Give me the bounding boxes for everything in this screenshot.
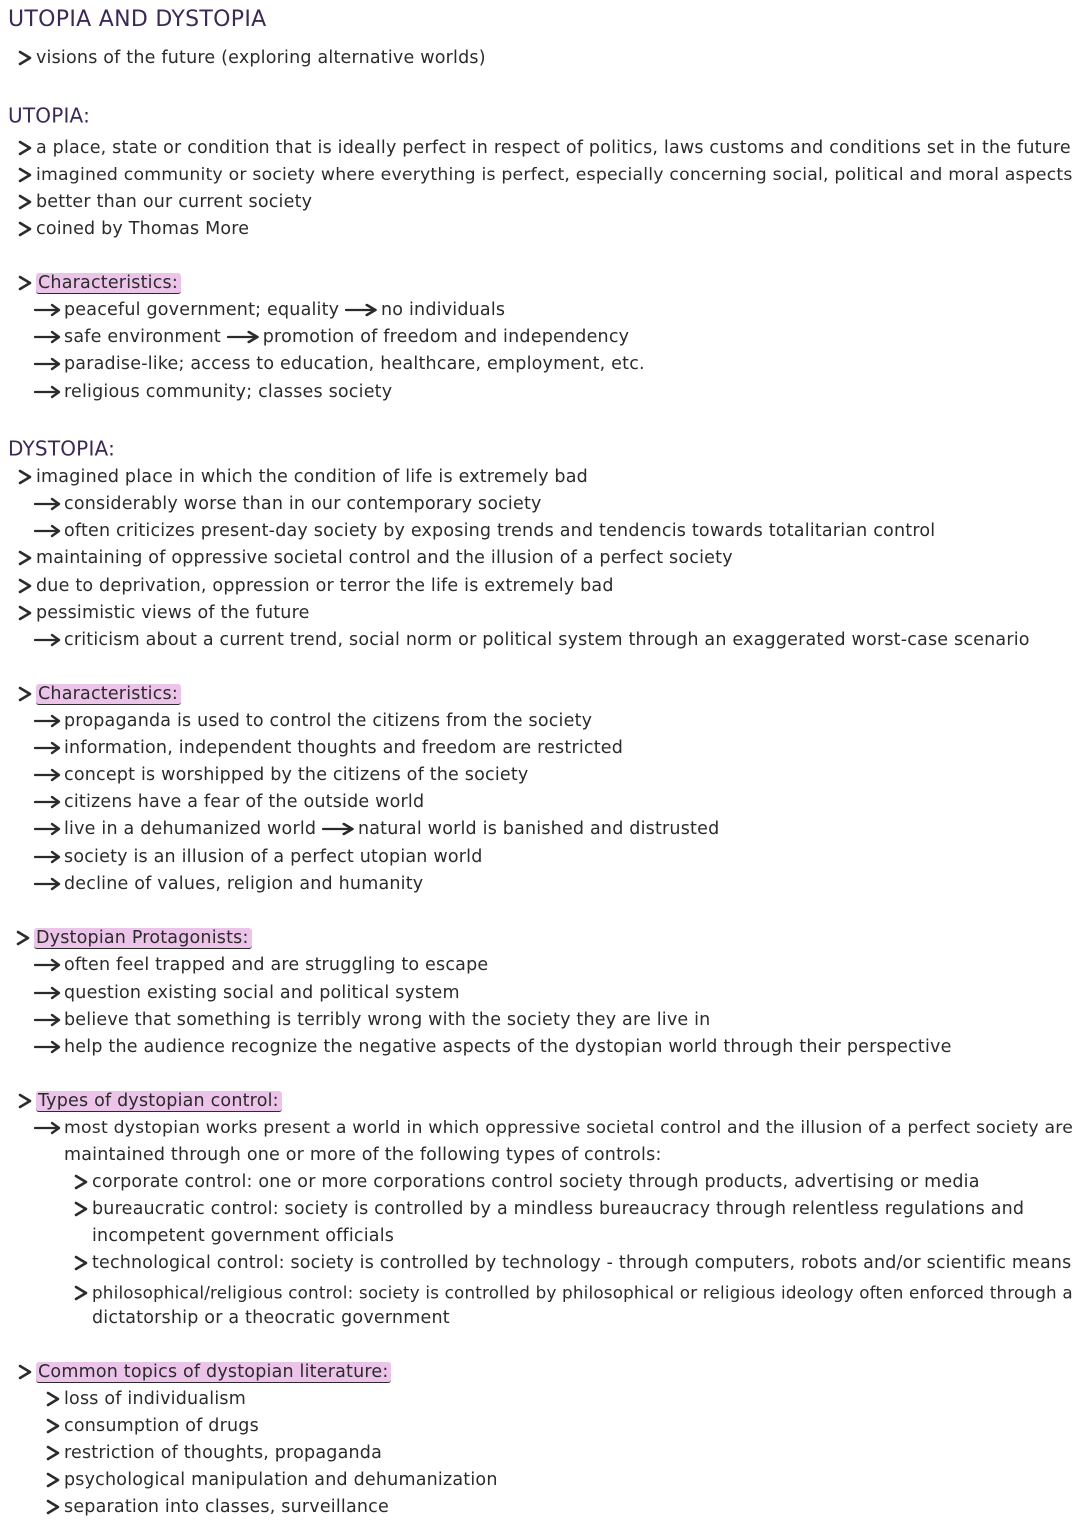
control-type-philosophical-continued: dictatorship or a theocratic government: [92, 1308, 450, 1328]
triangle-bullet-icon: [44, 1444, 62, 1462]
page-title: UTOPIA AND DYSTOPIA: [8, 7, 267, 32]
triangle-bullet-icon: [72, 1254, 90, 1272]
protagonist-point: often feel trapped and are struggling to escape: [34, 953, 488, 977]
utopia-characteristics-heading: Characteristics:: [16, 271, 181, 295]
arrow-bullet-icon: [34, 497, 62, 511]
triangle-bullet-icon: [16, 468, 34, 486]
triangle-bullet-icon: [16, 604, 34, 622]
triangle-bullet-icon: [44, 1417, 62, 1435]
dystopia-point: maintaining of oppressive societal control and the illusion of a perfect society: [16, 546, 733, 570]
protagonist-point: question existing social and political system: [34, 981, 460, 1005]
dystopia-characteristic: society is an illusion of a perfect utopian world: [34, 845, 483, 869]
subtitle-line: visions of the future (exploring alternative worlds): [16, 46, 486, 70]
arrow-bullet-icon: [34, 1040, 62, 1054]
arrow-bullet-icon: [34, 524, 62, 538]
arrow-bullet-icon: [34, 330, 62, 344]
dystopia-characteristic: decline of values, religion and humanity: [34, 872, 423, 896]
utopia-characteristic: safe environment promotion of freedom and independency: [34, 325, 629, 349]
arrow-icon: [227, 330, 261, 344]
topic-item: separation into classes, surveillance: [44, 1495, 389, 1519]
control-type-corporate: corporate control: one or more corporations control society through products, advertising or media: [72, 1170, 980, 1194]
triangle-bullet-icon: [72, 1200, 90, 1218]
protagonist-point: believe that something is terribly wrong with the society they are live in: [34, 1008, 710, 1032]
utopia-heading: UTOPIA:: [8, 103, 91, 128]
triangle-bullet-icon: [16, 49, 34, 67]
dystopia-subpoint: often criticizes present-day society by exposing trends and tendencis towards totalitarian control: [34, 519, 935, 543]
dystopia-characteristics-heading: Characteristics:: [16, 682, 181, 706]
arrow-bullet-icon: [34, 795, 62, 809]
triangle-bullet-icon: [16, 220, 34, 238]
triangle-bullet-icon: [72, 1173, 90, 1191]
topics-heading: Common topics of dystopian literature:: [16, 1360, 391, 1384]
arrow-bullet-icon: [34, 1121, 62, 1135]
dystopia-point: due to deprivation, oppression or terror the life is extremely bad: [16, 574, 614, 598]
triangle-bullet-icon: [16, 685, 34, 703]
dystopia-characteristic: propaganda is used to control the citizens from the society: [34, 709, 592, 733]
topic-item: restriction of thoughts, propaganda: [44, 1441, 382, 1465]
triangle-bullet-icon: [16, 1092, 34, 1110]
dystopia-point: pessimistic views of the future: [16, 601, 310, 625]
triangle-bullet-icon: [44, 1471, 62, 1489]
dystopia-heading: DYSTOPIA:: [8, 436, 116, 461]
arrow-bullet-icon: [34, 877, 62, 891]
utopia-point: a place, state or condition that is ideally perfect in respect of politics, laws customs and conditions set in the future: [16, 136, 1071, 160]
triangle-bullet-icon: [16, 577, 34, 595]
dystopia-subpoint: criticism about a current trend, social norm or political system through an exaggerated worst-case scenario: [34, 628, 1030, 652]
arrow-bullet-icon: [34, 633, 62, 647]
triangle-bullet-icon: [16, 1363, 34, 1381]
triangle-bullet-icon: [44, 1390, 62, 1408]
utopia-point: coined by Thomas More: [16, 217, 249, 241]
triangle-bullet-icon: [16, 166, 34, 184]
dystopia-point: imagined place in which the condition of life is extremely bad: [16, 465, 588, 489]
arrow-bullet-icon: [34, 714, 62, 728]
topic-item: psychological manipulation and dehumanization: [44, 1468, 498, 1492]
utopia-characteristic: peaceful government; equality no individuals: [34, 298, 505, 322]
arrow-bullet-icon: [34, 303, 62, 317]
control-type-technological: technological control: society is controlled by technology - through computers, robots and/or scientific means: [72, 1251, 1071, 1275]
protagonist-point: help the audience recognize the negative aspects of the dystopian world through their perspective: [34, 1035, 952, 1059]
arrow-bullet-icon: [34, 958, 62, 972]
triangle-bullet-icon: [16, 193, 34, 211]
dystopia-subpoint: considerably worse than in our contemporary society: [34, 492, 542, 516]
triangle-bullet-icon: [16, 549, 34, 567]
dystopia-characteristic: live in a dehumanized world natural world is banished and distrusted: [34, 817, 719, 841]
triangle-bullet-icon: [16, 139, 34, 157]
arrow-bullet-icon: [34, 385, 62, 399]
arrow-bullet-icon: [34, 986, 62, 1000]
control-types-heading: Types of dystopian control:: [16, 1089, 282, 1113]
arrow-icon: [322, 822, 356, 836]
triangle-bullet-icon: [14, 929, 32, 947]
arrow-bullet-icon: [34, 1013, 62, 1027]
arrow-bullet-icon: [34, 822, 62, 836]
control-type-bureaucratic: bureaucratic control: society is controlled by a mindless bureaucracy through relentless regulations and: [72, 1197, 1024, 1221]
control-type-philosophical: philosophical/religious control: society is controlled by philosophical or religious ideology often enforced through a: [72, 1279, 1073, 1305]
arrow-bullet-icon: [34, 357, 62, 371]
protagonists-heading: Dystopian Protagonists:: [14, 926, 252, 950]
topic-item: loss of individualism: [44, 1387, 246, 1411]
utopia-point: better than our current society: [16, 190, 312, 214]
triangle-bullet-icon: [16, 274, 34, 292]
control-intro-continued: maintained through one or more of the following types of controls:: [64, 1145, 662, 1165]
dystopia-characteristic: citizens have a fear of the outside world: [34, 790, 424, 814]
triangle-bullet-icon: [44, 1498, 62, 1516]
arrow-bullet-icon: [34, 768, 62, 782]
arrow-bullet-icon: [34, 850, 62, 864]
arrow-icon: [345, 303, 379, 317]
triangle-bullet-icon: [72, 1284, 90, 1302]
utopia-characteristic: religious community; classes society: [34, 380, 392, 404]
control-intro: most dystopian works present a world in which oppressive societal control and the illusion of a perfect society are: [34, 1116, 1073, 1140]
dystopia-characteristic: concept is worshipped by the citizens of the society: [34, 763, 528, 787]
control-type-bureaucratic-continued: incompetent government officials: [92, 1226, 395, 1246]
utopia-point: imagined community or society where everything is perfect, especially concerning social, political and moral aspects: [16, 163, 1073, 187]
dystopia-characteristic: information, independent thoughts and freedom are restricted: [34, 736, 623, 760]
utopia-characteristic: paradise-like; access to education, healthcare, employment, etc.: [34, 352, 645, 376]
arrow-bullet-icon: [34, 741, 62, 755]
topic-item: consumption of drugs: [44, 1414, 259, 1438]
